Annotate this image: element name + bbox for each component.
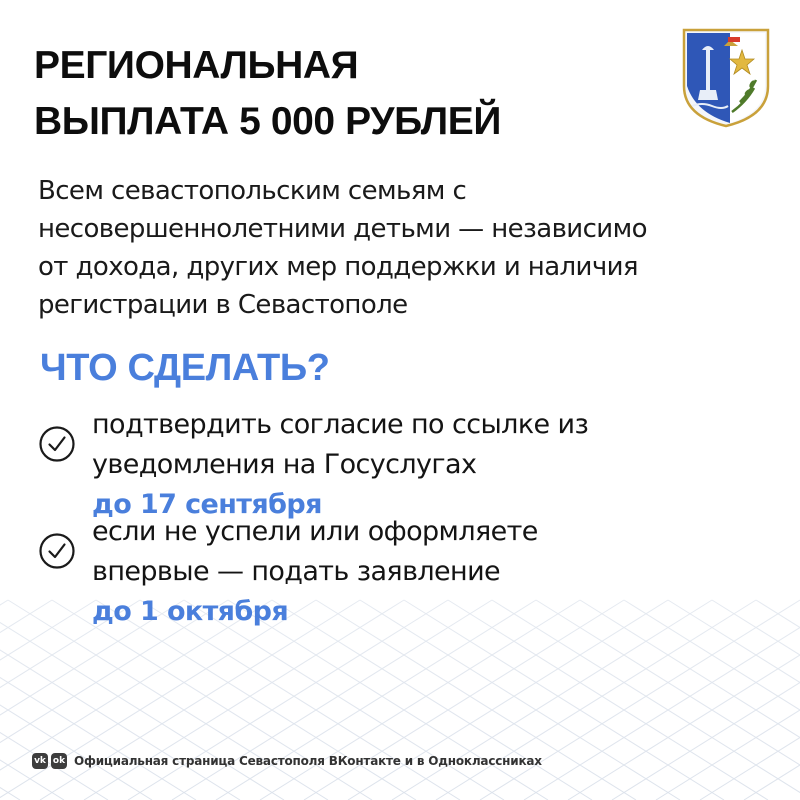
intro-line-2: несовершеннолетними детьми — независимо: [38, 214, 647, 244]
footer: [32, 752, 542, 770]
check-circle-icon: [38, 532, 76, 570]
step-2-deadline: до 1 октября: [92, 596, 289, 627]
intro-text: [38, 172, 778, 324]
step-1-line-2-text: уведомления на Госуслугах: [92, 449, 477, 480]
step-1-deadline: до 17 сентября: [92, 489, 322, 520]
intro-line-3: от дохода, других мер поддержки и наличия: [38, 252, 638, 282]
step-1-text: [92, 405, 588, 525]
sevastopol-coat-of-arms-icon: [682, 28, 770, 128]
intro-line-4: регистрации в Севастополе: [38, 290, 408, 320]
page-title: [34, 38, 501, 150]
vk-icon[interactable]: vk: [32, 753, 48, 769]
intro-line-1: Всем севастопольским семьям с: [38, 176, 467, 206]
step-1-line-1: подтвердить согласие по ссылке из: [92, 409, 589, 440]
step-2-line-2: [92, 552, 538, 632]
footer-text: Официальная страница Севастополя ВКонтакте и в Одноклассниках: [74, 754, 542, 768]
step-2-line-1: если не успели или оформляете: [92, 516, 538, 547]
title-line-1: РЕГИОНАЛЬНАЯ: [34, 44, 359, 87]
check-circle-icon: [38, 425, 76, 463]
title-line-2: ВЫПЛАТА 5 000 РУБЛЕЙ: [34, 100, 501, 143]
step-2-line-2-text: впервые — подать заявление: [92, 556, 501, 587]
ok-icon[interactable]: ok: [51, 753, 67, 769]
section-heading: ЧТО СДЕЛАТЬ?: [40, 347, 330, 389]
step-2-text: [92, 512, 538, 632]
